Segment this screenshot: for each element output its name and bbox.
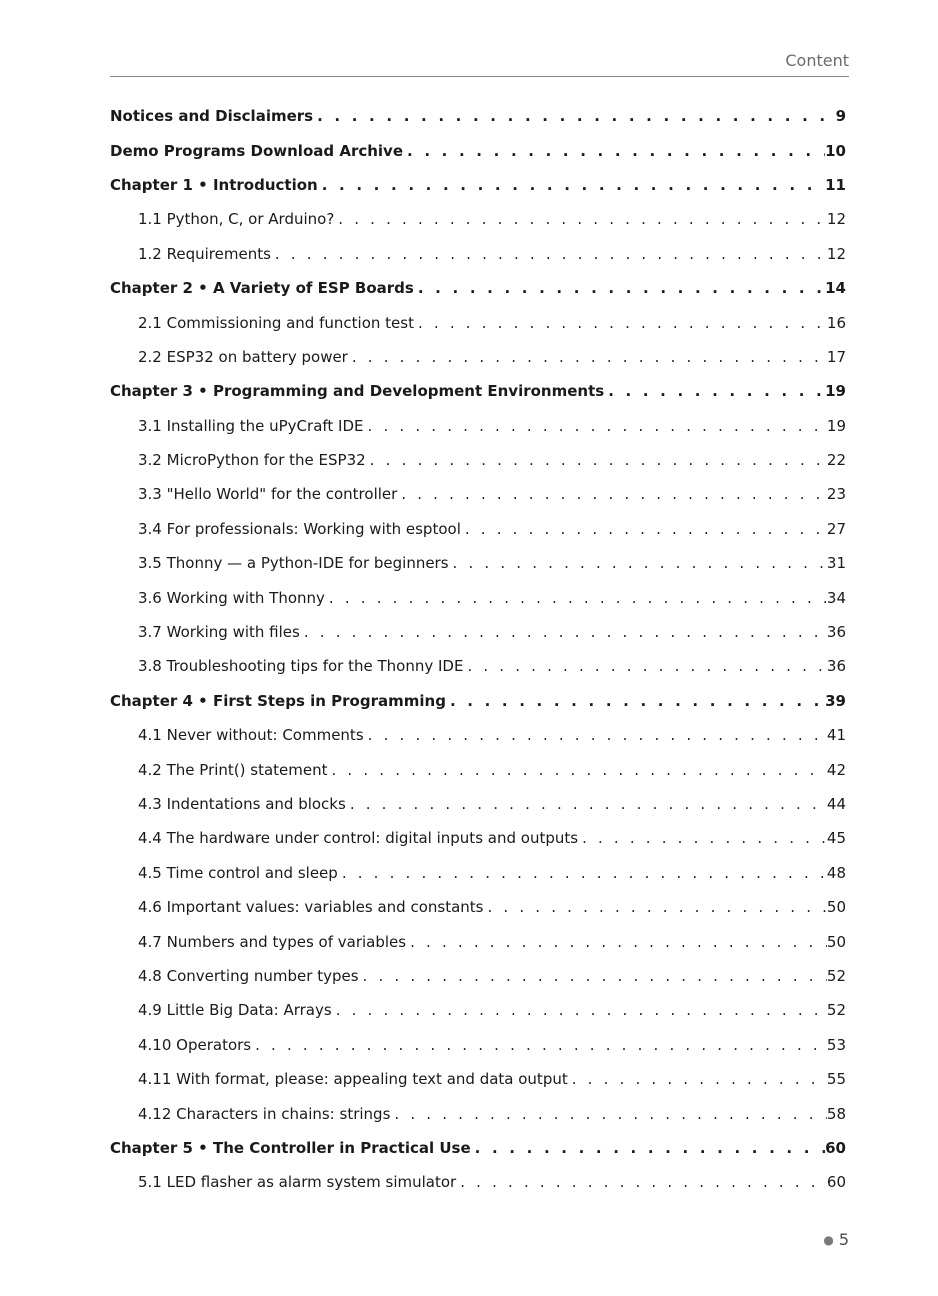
toc-dot-leader (251, 1036, 827, 1054)
toc-entry-title: Demo Programs Download Archive (110, 141, 404, 160)
toc-section-entry[interactable] (110, 821, 846, 855)
toc-dot-leader (364, 726, 827, 744)
toc-entry-page: 23 (826, 485, 846, 504)
toc-dot-leader (604, 382, 825, 400)
toc-dot-leader (390, 1105, 827, 1123)
toc-dot-leader (313, 107, 835, 125)
toc-entry-page: 14 (825, 279, 846, 298)
toc-dot-leader (338, 864, 827, 882)
toc-entry-title: Chapter 1 • Introduction (110, 175, 318, 194)
toc-dot-leader (483, 898, 826, 916)
toc-entry-title: 4.2 The Print() statement (138, 760, 328, 779)
toc-section-entry[interactable] (110, 959, 846, 993)
toc-entry-title: 4.6 Important values: variables and constants (138, 898, 484, 917)
toc-entry-page: 10 (825, 141, 846, 160)
header-title: Content (785, 51, 849, 70)
toc-entry-page: 22 (826, 451, 846, 470)
page-header (110, 50, 849, 77)
toc-entry-page: 41 (826, 726, 846, 745)
toc-entry-page: 44 (826, 795, 846, 813)
toc-section-entry[interactable] (110, 340, 846, 374)
toc-entry-title: 4.3 Indentations and blocks (138, 795, 346, 813)
toc-dot-leader (348, 348, 827, 366)
toc-dot-leader (414, 314, 827, 332)
toc-entry-title: 4.5 Time control and sleep (138, 863, 338, 882)
toc-entry-title: Chapter 5 • The Controller in Practical Use (110, 1138, 471, 1157)
toc-entry-page: 12 (826, 244, 846, 263)
toc-entry-title: 3.2 MicroPython for the ESP32 (138, 451, 366, 470)
toc-entry-title: 1.1 Python, C, or Arduino? (138, 210, 335, 229)
toc-entry-page: 53 (826, 1035, 846, 1054)
toc-section-entry[interactable] (110, 409, 846, 443)
toc-entry-page: 36 (826, 657, 846, 676)
toc-entry-title: 4.9 Little Big Data: Arrays (138, 1001, 332, 1020)
toc-entry-title: 2.1 Commissioning and function test (138, 313, 414, 332)
toc-chapter-entry[interactable] (110, 168, 846, 202)
toc-dot-leader (325, 589, 827, 607)
toc-entry-title: Notices and Disclaimers (110, 107, 314, 126)
toc-entry-title: 3.3 "Hello World" for the controller (138, 485, 398, 504)
toc-section-entry[interactable] (110, 477, 846, 511)
toc-dot-leader (300, 623, 827, 641)
toc-dot-leader (463, 657, 826, 675)
toc-entry-page: 27 (826, 519, 846, 538)
toc-section-entry[interactable] (110, 924, 846, 958)
toc-entry-page: 60 (825, 1138, 846, 1157)
toc-entry-title: Chapter 3 • Programming and Development Environments (110, 382, 605, 401)
toc-entry-page: 52 (826, 1001, 846, 1020)
toc-entry-title: 3.5 Thonny — a Python-IDE for beginners (138, 554, 449, 573)
toc-dot-leader (271, 245, 827, 263)
toc-section-entry[interactable] (110, 752, 846, 786)
toc-section-entry[interactable] (110, 890, 846, 924)
toc-section-entry[interactable] (110, 443, 846, 477)
toc-entry-title: 3.1 Installing the uPyCraft IDE (138, 416, 364, 435)
toc-chapter-entry[interactable] (110, 1131, 846, 1165)
toc-entry-title: 3.6 Working with Thonny (138, 588, 325, 607)
toc-entry-title: 4.11 With format, please: appealing text and data output (138, 1070, 568, 1089)
toc-dot-leader (359, 967, 827, 985)
toc-entry-title: 3.7 Working with files (138, 623, 300, 642)
toc-entry-page: 19 (826, 416, 846, 435)
toc-dot-leader (328, 761, 827, 779)
toc-dot-leader (456, 1173, 827, 1191)
toc-section-entry[interactable] (110, 1062, 846, 1096)
toc-entry-page: 19 (825, 382, 846, 401)
toc-dot-leader (334, 210, 827, 228)
toc-section-entry[interactable] (110, 993, 846, 1027)
toc-dot-leader (568, 1070, 827, 1088)
toc-section-entry[interactable] (110, 580, 846, 614)
toc-entry-page: 60 (826, 1173, 846, 1192)
toc-dot-leader (461, 520, 827, 538)
toc-entry-page: 48 (826, 863, 846, 882)
page-number: 5 (838, 1230, 849, 1249)
toc-section-entry[interactable] (110, 1028, 846, 1062)
toc-entry-page: 52 (826, 966, 846, 985)
toc-dot-leader (414, 279, 825, 297)
toc-entry-page: 16 (826, 313, 846, 332)
toc-dot-leader (446, 692, 825, 710)
toc-dot-leader (332, 1001, 827, 1019)
toc-dot-leader (364, 417, 827, 435)
toc-entry-page: 36 (826, 623, 846, 642)
toc-dot-leader (471, 1139, 825, 1157)
toc-entry-title: 4.8 Converting number types (138, 966, 359, 985)
toc-section-entry[interactable] (110, 1165, 846, 1199)
toc-chapter-entry[interactable] (110, 684, 846, 718)
toc-section-entry[interactable] (110, 718, 846, 752)
toc-entry-title: 4.1 Never without: Comments (138, 726, 364, 745)
toc-chapter-entry[interactable] (110, 374, 846, 408)
toc-entry-page: 55 (826, 1070, 846, 1089)
toc-section-entry[interactable] (110, 202, 846, 236)
toc-entry-page: 42 (826, 760, 846, 779)
page-footer (823, 1230, 849, 1249)
toc-entry-title: 5.1 LED flasher as alarm system simulator (138, 1173, 457, 1192)
toc-dot-leader (346, 795, 827, 813)
toc-entry-title: 3.4 For professionals: Working with esptool (138, 519, 461, 538)
toc-entry-page: 45 (826, 829, 846, 848)
toc-entry-page: 9 (835, 107, 846, 126)
toc-entry-title: 3.8 Troubleshooting tips for the Thonny IDE (138, 657, 464, 676)
toc-entry-page: 17 (826, 347, 846, 366)
toc-section-entry[interactable] (110, 237, 846, 271)
toc-dot-leader (406, 933, 827, 951)
toc-dot-leader (449, 554, 827, 572)
toc-section-entry[interactable] (110, 546, 846, 580)
toc-entry-title: 4.10 Operators (138, 1035, 252, 1054)
toc-entry-page: 31 (826, 554, 846, 573)
toc-dot-leader (403, 142, 825, 160)
toc-entry-page: 39 (825, 691, 846, 710)
toc-dot-leader (397, 485, 827, 503)
toc-section-entry[interactable] (110, 649, 846, 683)
toc-chapter-entry[interactable] (110, 133, 846, 167)
toc-dot-leader (318, 176, 825, 194)
bullet-icon: ● (823, 1233, 834, 1247)
toc-section-entry[interactable] (110, 787, 846, 821)
table-of-contents (110, 99, 846, 1200)
toc-entry-page: 34 (826, 588, 846, 607)
toc-dot-leader (366, 451, 827, 469)
toc-entry-page: 50 (826, 932, 846, 951)
toc-entry-title: 4.4 The hardware under control: digital inputs and outputs (138, 829, 579, 848)
toc-dot-leader (578, 829, 827, 847)
toc-entry-title: Chapter 2 • A Variety of ESP Boards (110, 279, 414, 298)
toc-entry-page: 58 (826, 1104, 846, 1123)
toc-entry-title: 2.2 ESP32 on battery power (138, 347, 348, 366)
toc-entry-page: 11 (825, 175, 846, 194)
toc-entry-title: Chapter 4 • First Steps in Programming (110, 691, 446, 710)
toc-entry-title: 1.2 Requirements (138, 244, 271, 263)
toc-section-entry[interactable] (110, 1096, 846, 1130)
toc-section-entry[interactable] (110, 512, 846, 546)
toc-chapter-entry[interactable] (110, 271, 846, 305)
toc-section-entry[interactable] (110, 615, 846, 649)
toc-entry-title: 4.7 Numbers and types of variables (138, 932, 407, 951)
toc-section-entry[interactable] (110, 305, 846, 339)
toc-entry-title: 4.12 Characters in chains: strings (138, 1104, 391, 1123)
toc-entry-page: 50 (826, 898, 846, 917)
toc-chapter-entry[interactable] (110, 99, 846, 133)
toc-entry-page: 12 (826, 210, 846, 229)
toc-section-entry[interactable] (110, 856, 846, 890)
